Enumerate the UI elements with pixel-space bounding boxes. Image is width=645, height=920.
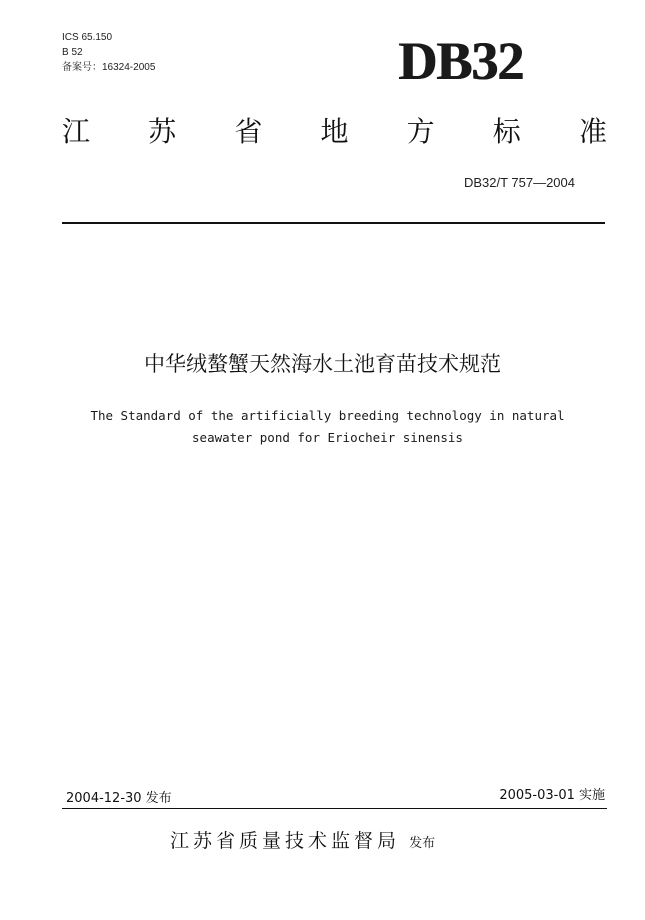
filing-number: 备案号：16324-2005 <box>62 62 156 73</box>
implementation-date: 2005-03-01 实施 <box>499 788 605 803</box>
issuer <box>170 826 435 853</box>
english-title-line-1: The Standard of the artificially breeding technology in natural <box>90 408 565 423</box>
release-date: 2004-12-30 发布 <box>66 791 172 806</box>
db32-logo: DB32 <box>398 31 524 91</box>
standard-type-heading <box>62 112 607 152</box>
issuer-name: 江苏省质量技术监督局 <box>170 830 401 852</box>
chinese-title: 中华绒螯蟹天然海水土池育苗技术规范 <box>144 352 501 376</box>
heading-char: 准 <box>578 115 607 148</box>
heading-char: 方 <box>406 115 435 148</box>
footer-divider <box>62 808 607 809</box>
english-title <box>40 405 615 449</box>
heading-char: 标 <box>492 115 521 148</box>
issuer-suffix: 发布 <box>409 836 436 851</box>
standard-number: DB32/T 757—2004 <box>463 175 575 190</box>
heading-char: 地 <box>320 115 349 148</box>
heading-char: 省 <box>234 115 263 148</box>
heading-char: 苏 <box>148 115 177 148</box>
category-code: B 52 <box>62 47 83 58</box>
header-divider <box>62 222 605 224</box>
heading-char: 江 <box>62 115 91 148</box>
classification-codes <box>62 30 155 75</box>
ics-code: ICS 65.150 <box>62 32 113 43</box>
english-title-line-2: seawater pond for Eriocheir sinensis <box>192 430 463 445</box>
